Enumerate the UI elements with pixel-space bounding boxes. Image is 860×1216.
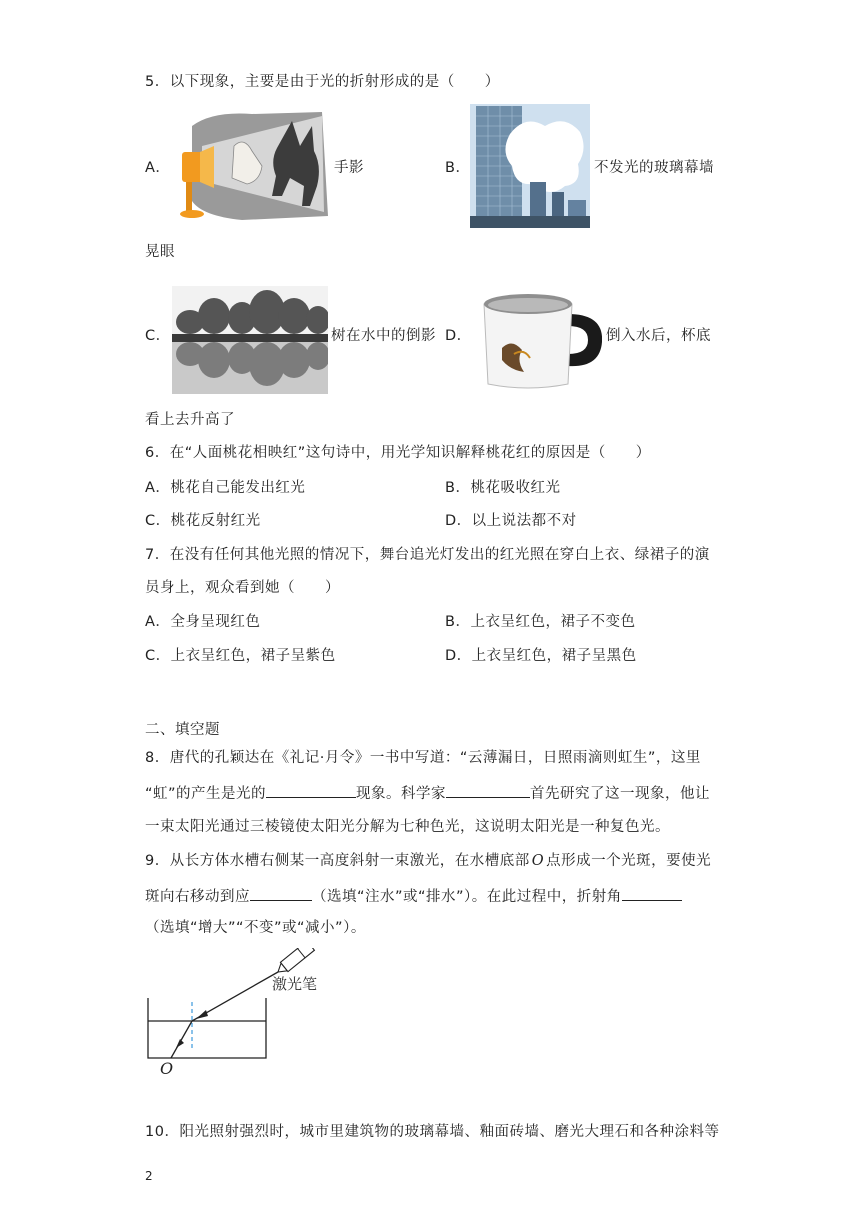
q5-option-d-letter: D． xyxy=(445,328,472,344)
point-o-figure-label: O xyxy=(160,1059,174,1078)
q6-option-b: B．桃花吸收红光 xyxy=(445,480,561,496)
q6-stem: 6．在“人面桃花相映红”这句诗中，用光学知识解释桃花红的原因是（ ） xyxy=(145,445,651,461)
q5-option-d-wrap: 看上去升高了 xyxy=(145,412,235,428)
tree-reflection-image xyxy=(172,286,328,394)
q7-option-c: C．上衣呈红色，裙子呈紫色 xyxy=(145,648,336,664)
laser-tank-diagram xyxy=(140,948,350,1078)
q5-stem: 5．以下现象，主要是由于光的折射形成的是（ ） xyxy=(145,74,500,90)
mug-with-water-image xyxy=(472,288,602,392)
q7-stem-line1: 7．在没有任何其他光照的情况下，舞台追光灯发出的红光照在穿白上衣、绿裙子的演 xyxy=(145,547,710,563)
q8-line3: 一束太阳光通过三棱镜使太阳光分解为七种色光，这说明太阳光是一种复色光。 xyxy=(145,819,670,835)
q5-option-b-text: 不发光的玻璃幕墙 xyxy=(594,160,714,176)
q8-line2-post: 首先研究了这一现象，他让 xyxy=(530,786,711,802)
q5-option-d-text: 倒入水后，杯底 xyxy=(606,328,711,344)
q9-line3: （选填“增大”“不变”或“减小”）。 xyxy=(145,920,366,936)
q9-blank-2[interactable] xyxy=(622,886,682,901)
q5-option-b-letter: B． xyxy=(445,160,471,176)
q8-line2-pre: “虹”的产生是光的 xyxy=(145,786,267,802)
q6-option-d: D．以上说法都不对 xyxy=(445,513,577,529)
q9-line1-pre: 9．从长方体水槽右侧某一高度斜射一束激光，在水槽底部 xyxy=(145,853,530,869)
q9-blank-1[interactable] xyxy=(250,886,312,901)
q10-line1: 10．阳光照射强烈时，城市里建筑物的玻璃幕墙、釉面砖墙、磨光大理石和各种涂料等 xyxy=(145,1124,720,1140)
q5-option-c-text: 树在水中的倒影 xyxy=(331,328,436,344)
q5-option-a-letter: A． xyxy=(145,160,171,176)
q7-option-b: B．上衣呈红色，裙子不变色 xyxy=(445,614,636,630)
laser-pen-label: 激光笔 xyxy=(272,975,318,993)
q9-line2-mid: （选填“注水”或“排水”）。在此过程中，折射角 xyxy=(312,889,622,905)
q7-stem-line2: 员身上，观众看到她（ ） xyxy=(145,580,340,596)
q8-blank-1[interactable] xyxy=(266,783,356,798)
glass-building-image xyxy=(470,104,590,228)
q7-option-d: D．上衣呈红色，裙子呈黑色 xyxy=(445,648,637,664)
q5-option-b-wrap: 晃眼 xyxy=(145,244,175,260)
q6-option-c: C．桃花反射红光 xyxy=(145,513,261,529)
hand-shadow-image xyxy=(172,106,330,222)
point-o-label: O xyxy=(531,853,545,869)
q8-line1: 8．唐代的孔颖达在《礼记·月令》一书中写道：“云薄漏日，日照雨滴则虹生”，这里 xyxy=(145,750,701,766)
q7-option-a: A．全身呈现红色 xyxy=(145,614,261,630)
q8-line2 xyxy=(145,783,710,804)
q9-line1-post: 点形成一个光斑，要使光 xyxy=(546,853,712,869)
q5-option-a-text: 手影 xyxy=(334,160,364,176)
q9-line1 xyxy=(145,851,711,871)
q8-blank-2[interactable] xyxy=(446,783,530,798)
page-number: 2 xyxy=(145,1169,154,1183)
q9-line2 xyxy=(145,886,682,907)
q9-line2-pre: 斑向右移动到应 xyxy=(145,889,250,905)
section-title-fill-in: 二、填空题 xyxy=(145,722,220,738)
q5-option-c-letter: C． xyxy=(145,328,171,344)
q8-line2-mid: 现象。科学家 xyxy=(356,786,447,802)
q6-option-a: A．桃花自己能发出红光 xyxy=(145,480,306,496)
